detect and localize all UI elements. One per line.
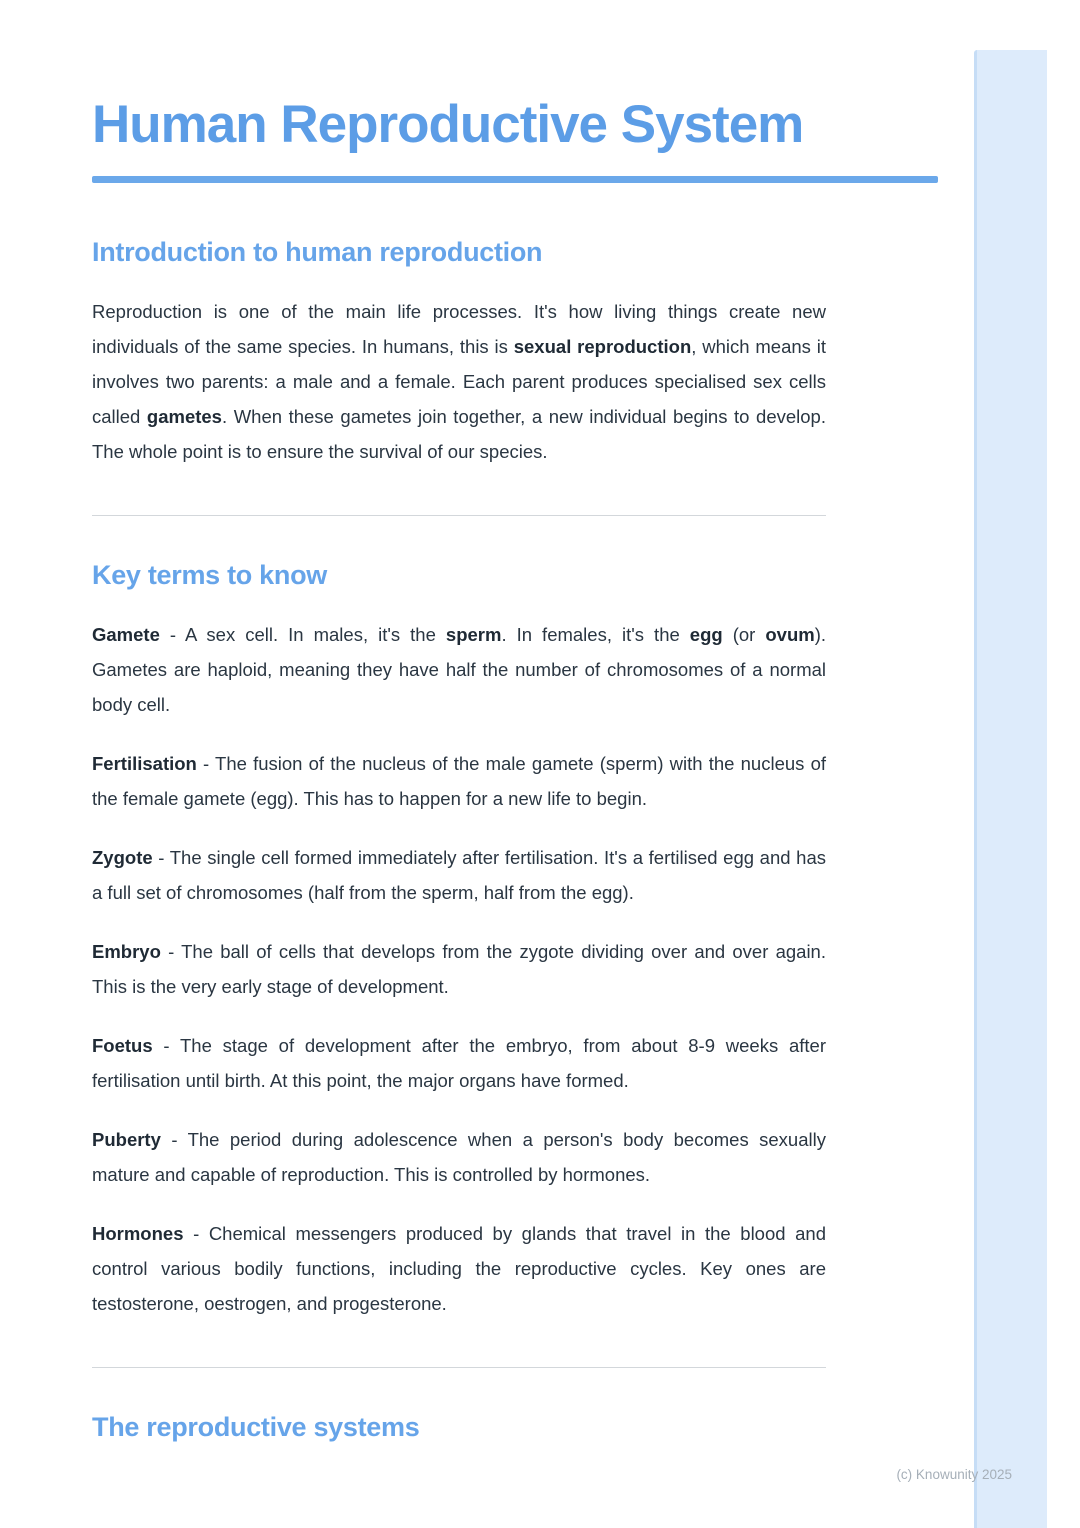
side-strip — [974, 50, 1047, 1528]
term-paragraph: Hormones - Chemical messengers produced by glands that travel in the blood and control various bodily functions, including the reproductive cycles. Key ones are testosterone, oestrogen, and progesterone. — [92, 1223, 826, 1315]
footer-credit: (c) Knowunity 2025 — [896, 1467, 1012, 1482]
term-paragraph: Fertilisation - The fusion of the nucleus of the male gamete (sperm) with the nucleus of the female gamete (egg). This has to happen for a new life to begin. — [92, 753, 826, 810]
term-paragraph: Embryo - The ball of cells that develops from the zygote dividing over and over again. This is the very early stage of development. — [92, 941, 826, 998]
term-paragraph: Gamete - A sex cell. In males, it's the sperm. In females, it's the egg (or ovum). Gametes are haploid, meaning they have half the number of chromosomes of a normal body cell. — [92, 624, 827, 716]
section-heading-key-terms: Key terms to know — [92, 560, 327, 591]
page-content — [92, 0, 938, 1443]
section-heading-reproductive-systems: The reproductive systems — [92, 1412, 420, 1443]
page-title: Human Reproductive System — [92, 95, 804, 154]
term-paragraph: Puberty - The period during adolescence when a person's body becomes sexually mature and capable of reproduction. This is controlled by hormones. — [92, 1129, 826, 1186]
intro-paragraph: Reproduction is one of the main life processes. It's how living things create new individuals of the same species. In humans, this is sexual reproduction, which means it involves two parents: a male and a female. Each parent produces specialised sex cells called gametes. When these gametes join together, a new individual begins to develop. The whole point is to ensure the survival of our species. — [92, 301, 826, 463]
title-underline — [92, 176, 938, 183]
key-terms-list — [92, 617, 938, 1321]
term-paragraph: Zygote - The single cell formed immediately after fertilisation. It's a fertilised egg and has a full set of chromosomes (half from the sperm, half from the egg). — [92, 847, 826, 904]
term-paragraph: Foetus - The stage of development after the embryo, from about 8-9 weeks after fertilisation until birth. At this point, the major organs have formed. — [92, 1035, 826, 1092]
section-heading-introduction: Introduction to human reproduction — [92, 237, 543, 268]
section-divider-2 — [92, 1367, 826, 1368]
section-divider-1 — [92, 515, 826, 516]
